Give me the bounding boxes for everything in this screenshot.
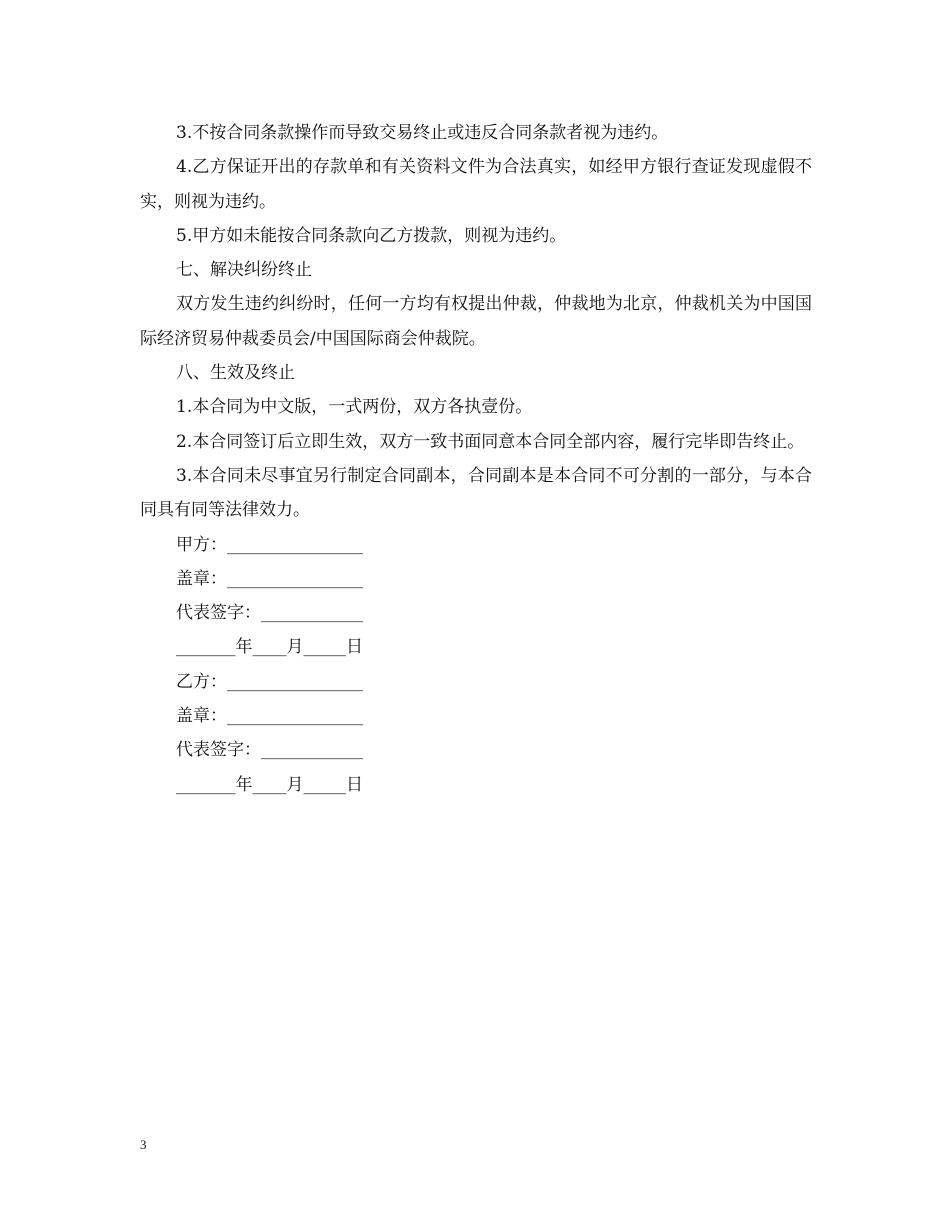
contract-body (140, 116, 812, 802)
page-number: 3 (140, 1137, 147, 1152)
party-b-seal-line: 盖章：________________ (176, 706, 363, 727)
section-heading-dispute: 七、解决纠纷终止 (176, 260, 312, 281)
clause-arbitration: 双方发生违约纠纷时，任何一方均有权提出仲裁，仲裁地为北京，仲裁机关为中国国际经济贸易仲裁委员会/中国国际商会仲裁院。 (140, 294, 812, 349)
clause-breach-5: 5.甲方如未能按合同条款向乙方拨款，则视为违约。 (176, 225, 567, 246)
clause-breach-3: 3.不按合同条款操作而导致交易终止或违反合同条款者视为违约。 (176, 123, 669, 143)
party-a-signature-line: 代表签字：____________ (176, 603, 363, 624)
party-a-date-line: _______年____月_____日 (176, 637, 363, 658)
clause-effect-1: 1.本合同为中文版，一式两份，双方各执壹份。 (176, 397, 533, 418)
clause-effect-3: 3.本合同未尽事宜另行制定合同副本，合同副本是本合同不可分割的一部分，与本合同具有同等法律效力。 (140, 465, 812, 521)
party-a-line: 甲方：________________ (176, 534, 363, 555)
party-b-line: 乙方：________________ (176, 671, 363, 692)
party-b-date-line: _______年____月_____日 (176, 774, 363, 795)
party-a-seal-line: 盖章：________________ (176, 568, 363, 589)
clause-effect-2: 2.本合同签订后立即生效，双方一致书面同意本合同全部内容，履行完毕即告终止。 (176, 431, 805, 452)
clause-breach-4: 4.乙方保证开出的存款单和有关资料文件为合法真实，如经甲方银行查证发现虚假不实，则视为违约。 (140, 157, 812, 212)
section-heading-effect: 八、生效及终止 (176, 363, 295, 384)
party-b-signature-line: 代表签字：____________ (176, 740, 363, 761)
